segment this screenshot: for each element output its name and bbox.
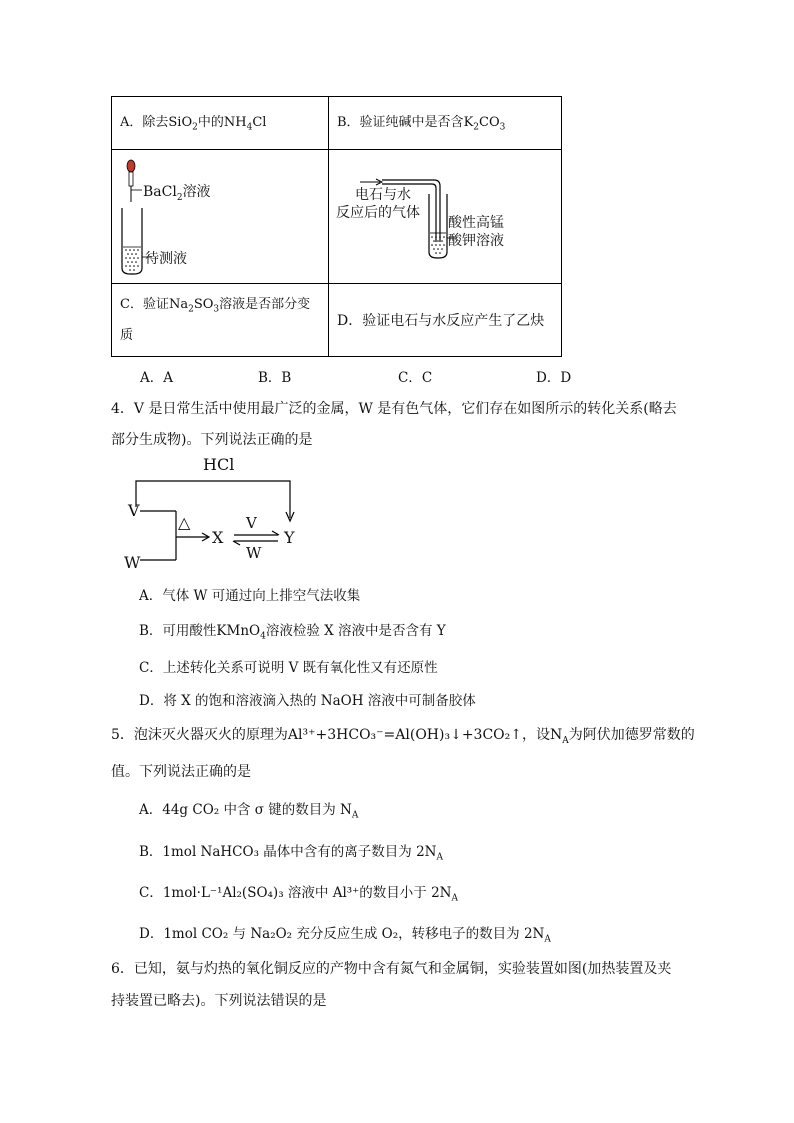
x-label: X <box>212 528 224 547</box>
y-label: Y <box>284 528 295 547</box>
v-label: V <box>128 501 140 520</box>
q3-option-b[interactable]: B．B <box>258 370 292 386</box>
q4-option-b[interactable]: B．可用酸性KMnO$_4$溶液检验 X 溶液中是否含有 Y <box>139 623 446 642</box>
q4-option-a[interactable]: A．气体 W 可通过向上排空气法收集 <box>139 588 361 604</box>
cell-c-text-line2: 质 <box>120 328 134 343</box>
q5-stem-line2: 值。下列说法正确的是 <box>111 764 251 780</box>
arrow-bottom-label: W <box>246 544 262 562</box>
cell-d-text: D．验证电石与水反应产生了乙炔 <box>337 313 545 329</box>
heat-symbol: △ <box>178 513 191 532</box>
q3-option-a[interactable]: A．A <box>140 370 173 386</box>
gas-label-line1: 电石与水 <box>355 187 411 203</box>
table-divider-vertical <box>328 96 329 357</box>
cell-a-text: A．除去SiO$_2$中的$NH_4Cl$ <box>120 115 267 133</box>
cell-c-text: C．验证$Na_2SO_3$溶液是否部分变 <box>120 297 311 315</box>
gas-label-line2: 反应后的气体 <box>336 205 420 221</box>
hcl-label: HCl <box>203 455 235 474</box>
kmno4-label-line2: 酸钾溶液 <box>448 233 504 249</box>
table-divider-h2 <box>111 283 562 284</box>
q5-option-d[interactable]: D．1mol CO₂ 与 Na₂O₂ 充分反应生成 O₂，转移电子的数目为 $2N_A$ <box>139 926 551 945</box>
arrow-top-label: V <box>246 514 257 532</box>
test-liquid-label: 待测液 <box>145 251 187 267</box>
q4-stem-line1: 4．V 是日常生活中使用最广泛的金属，W 是有色气体，它们存在如图所示的转化关系(略去 <box>111 401 677 417</box>
q5-stem-line1: 5．泡沫灭火器灭火的原理为Al³⁺+3HCO₃⁻=Al(OH)₃↓+3CO₂↑，设$N_A$为阿伏加德罗常数的 <box>111 727 695 746</box>
w-label: W <box>124 553 141 572</box>
q5-option-b[interactable]: B．1mol NaHCO₃ 晶体中含有的离子数目为 $2N_A$ <box>139 844 443 863</box>
q4-option-d[interactable]: D．将 X 的饱和溶液滴入热的 NaOH 溶液中可制备胶体 <box>139 693 476 709</box>
bacl2-label: BaCl$_2$溶液 <box>143 184 211 203</box>
q4-stem-line2: 部分生成物)。下列说法正确的是 <box>111 432 313 448</box>
q6-stem-line2: 持装置已略去)。下列说法错误的是 <box>111 993 327 1009</box>
q3-option-c[interactable]: C．C <box>398 370 433 386</box>
cell-b-text: B．验证纯碱中是否含$K_2CO_3$ <box>337 115 506 133</box>
dropper-icon <box>127 160 142 202</box>
q6-stem-line1: 6．已知，氨与灼热的氧化铜反应的产物中含有氮气和金属铜，实验装置如图(加热装置及夹 <box>111 961 672 977</box>
kmno4-label-line1: 酸性高锰 <box>448 215 504 231</box>
q3-option-d[interactable]: D．D <box>536 370 572 386</box>
q5-option-a[interactable]: A．44g CO₂ 中含 σ 键的数目为 $N_A$ <box>139 802 359 821</box>
q5-option-c[interactable]: C．1mol·L⁻¹Al₂(SO₄)₃ 溶液中 Al³⁺的数目小于 $2N_A$ <box>139 885 458 904</box>
q4-option-c[interactable]: C．上述转化关系可说明 V 既有氧化性又有还原性 <box>139 660 438 676</box>
